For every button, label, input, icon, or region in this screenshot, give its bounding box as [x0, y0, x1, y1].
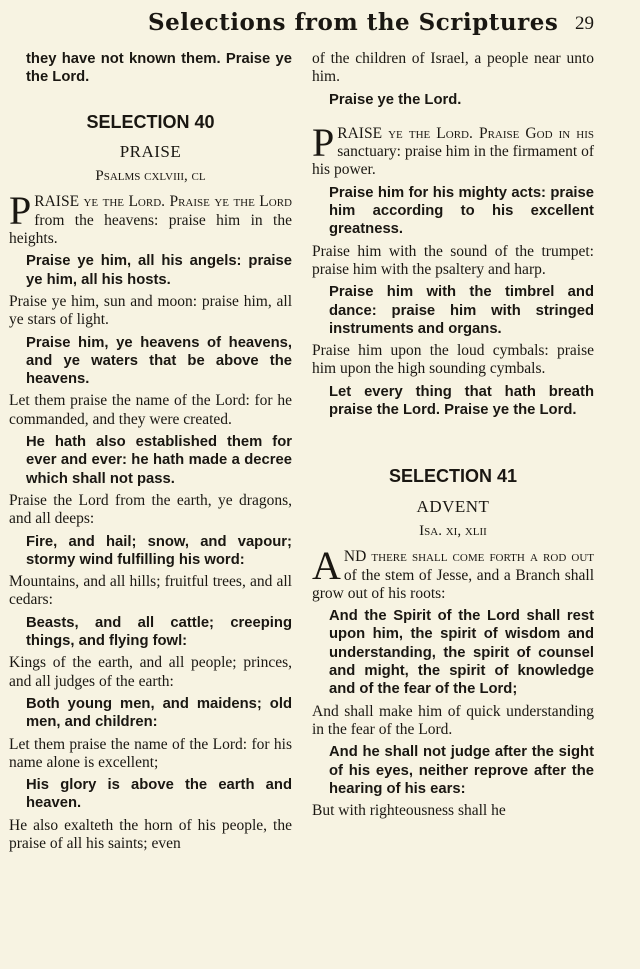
selection-41-theme: ADVENT: [416, 496, 490, 516]
response-verse-5: Beasts, and all cattle; creeping things, and flying fowl:: [26, 614, 292, 650]
continuation-response-2: Praise ye the Lord.: [329, 91, 462, 108]
reader-verse-10: Praise him with the sound of the trumpet: praise him with the psaltery and harp.: [312, 242, 594, 278]
selection-41-title: SELECTION 41: [388, 466, 518, 487]
reader-verse-5: Mountains, and all hills; fruitful trees, and all cedars:: [9, 573, 292, 609]
reader-verse-3: Let them praise the name of the Lord: for he commanded, and they were created.: [9, 392, 292, 428]
reader-verse-6: Kings of the earth, and all people; princes, and all judges of the earth:: [9, 654, 292, 690]
reader-verse-4: Praise the Lord from the earth, ye dragons, and all deeps:: [9, 491, 292, 528]
reader-verse-41-3: But with righteousness shall he: [312, 802, 506, 820]
response-verse-2: Praise him, ye heavens of heavens, and ye waters that be above the heavens.: [26, 334, 292, 388]
response-verse-41-2: And he shall not judge after the sight of his eyes, neither reprove after the hearing of his ears:: [329, 744, 594, 797]
selection-40-title: SELECTION 40: [86, 111, 215, 132]
selection-41-reference: Isa. xi, xlii: [419, 522, 487, 539]
response-verse-6: Both young men, and maidens; old men, and children:: [26, 695, 292, 731]
response-verse-11: Let every thing that hath breath praise the Lord. Praise ye the Lord.: [329, 383, 594, 419]
selection-40-theme: PRAISE: [119, 141, 182, 161]
response-verse-7: His glory is above the earth and heaven.: [26, 777, 292, 812]
response-verse-1: Praise ye him, all his angels: praise ye him, all his hosts.: [26, 253, 292, 288]
reader-verse-1: PRAISE ye the Lord. Praise ye the Lord from the heavens: praise him in the heights.: [9, 188, 292, 248]
reader-verse-41-1: AND there shall come forth a rod out of the stem of Jesse, and a Branch shall grow out of his roots:: [312, 543, 594, 602]
selection-40-reference: Psalms cxlviii, cl: [95, 168, 206, 185]
reader-verse-7: Let them praise the name of the Lord: for his name alone is excellent;: [9, 735, 292, 771]
drop-cap: A: [312, 543, 341, 589]
response-verse-4: Fire, and hail; snow, and vapour; stormy wind fulfilling his word:: [26, 533, 292, 568]
drop-cap: P: [312, 119, 335, 165]
left-column: [9, 50, 292, 857]
response-verse-10: Praise him with the timbrel and dance: praise him with stringed instruments and organs.: [329, 284, 594, 337]
right-column: [312, 50, 594, 824]
reader-verse-41-2: And shall make him of quick understanding in the fear of the Lord.: [312, 702, 594, 738]
response-verse-3: He hath also established them for ever and ever: he hath made a decree which shall not pass.: [26, 434, 292, 487]
response-verse-9: Praise him for his mighty acts: praise him according to his excellent greatness.: [329, 184, 594, 238]
continuation-reader: of the children of Israel, a people near unto him.: [312, 50, 594, 86]
response-verse-41-1: And the Spirit of the Lord shall rest upon him, the spirit of wisdom and understanding, the spirit of counsel and might, the spirit of knowledge and of the fear of the Lord;: [329, 608, 594, 698]
running-head: Selections from the Scriptures: [148, 9, 559, 36]
page-number: 29: [575, 13, 594, 34]
page-header: [0, 0, 640, 46]
reader-verse-2: Praise ye him, sun and moon: praise him, all ye stars of light.: [9, 292, 292, 329]
drop-cap: P: [9, 188, 32, 234]
reader-verse-8: He also exalteth the horn of his people, the praise of all his saints; even: [9, 816, 292, 852]
reader-verse-11: Praise him upon the loud cymbals: praise him upon the high sounding cymbals.: [312, 342, 594, 378]
reader-verse-9: PRAISE ye the Lord. Praise God in his sanctuary: praise him in the firmament of his power.: [312, 119, 594, 179]
continuation-response: they have not known them. Praise ye the Lord.: [26, 51, 292, 86]
